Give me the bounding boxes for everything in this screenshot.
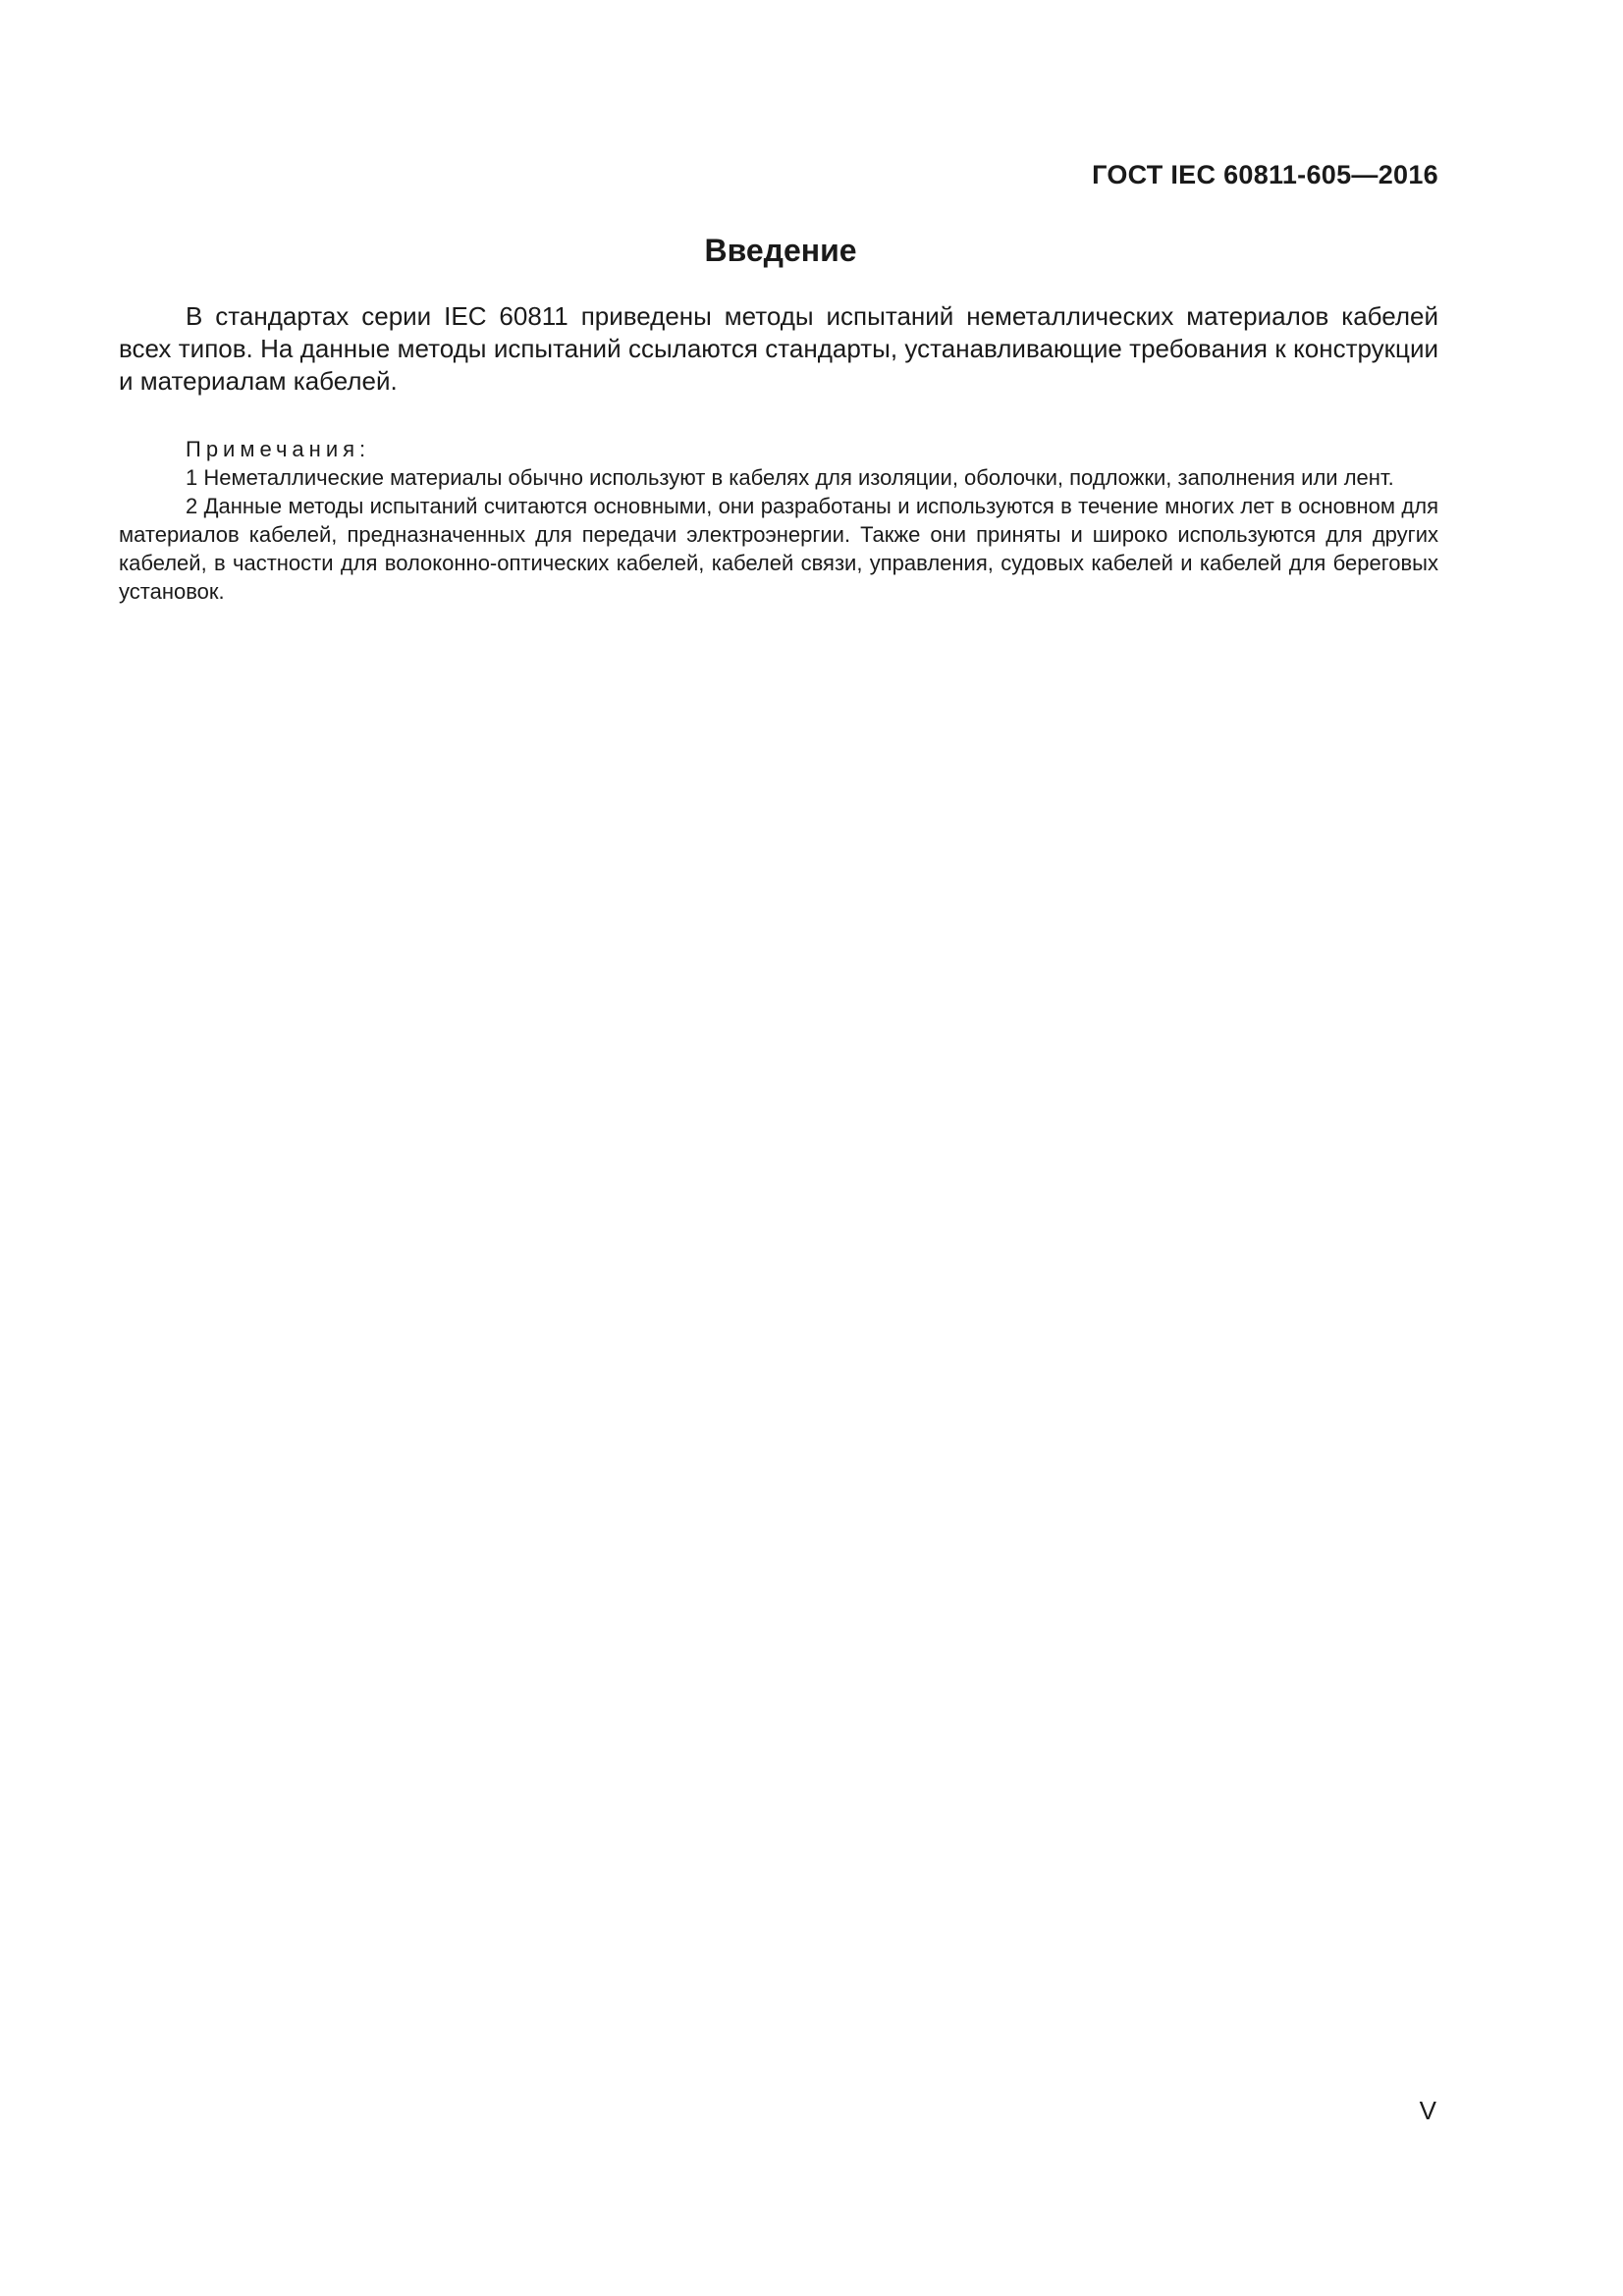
notes-block: [119, 435, 1438, 606]
section-title: Введение: [704, 233, 857, 268]
page-number: V: [1419, 2096, 1436, 2125]
note-item-2: 2 Данные методы испытаний считаются основными, они разработаны и используются в течение многих лет в основном для материалов кабелей, предназначенных для передачи электроэнергии. Также они приняты и широко используются для других кабелей, в частности для волоконно-оптических кабелей, кабелей связи, управления, судовых кабелей и кабелей для береговых установок.: [119, 494, 1438, 604]
notes-heading: Примечания:: [186, 437, 371, 461]
document-code: ГОСТ IEC 60811-605—2016: [1092, 160, 1438, 189]
main-content: [119, 300, 1438, 606]
note-item-1: 1 Неметаллические материалы обычно используют в кабелях для изоляции, оболочки, подложки, заполнения или лент.: [186, 465, 1394, 490]
intro-paragraph: В стандартах серии IEC 60811 приведены методы испытаний неметаллических материалов кабелей всех типов. На данные методы испытаний ссылаются стандарты, устанавливающие требования к конструкции и материалам кабелей.: [119, 301, 1438, 396]
